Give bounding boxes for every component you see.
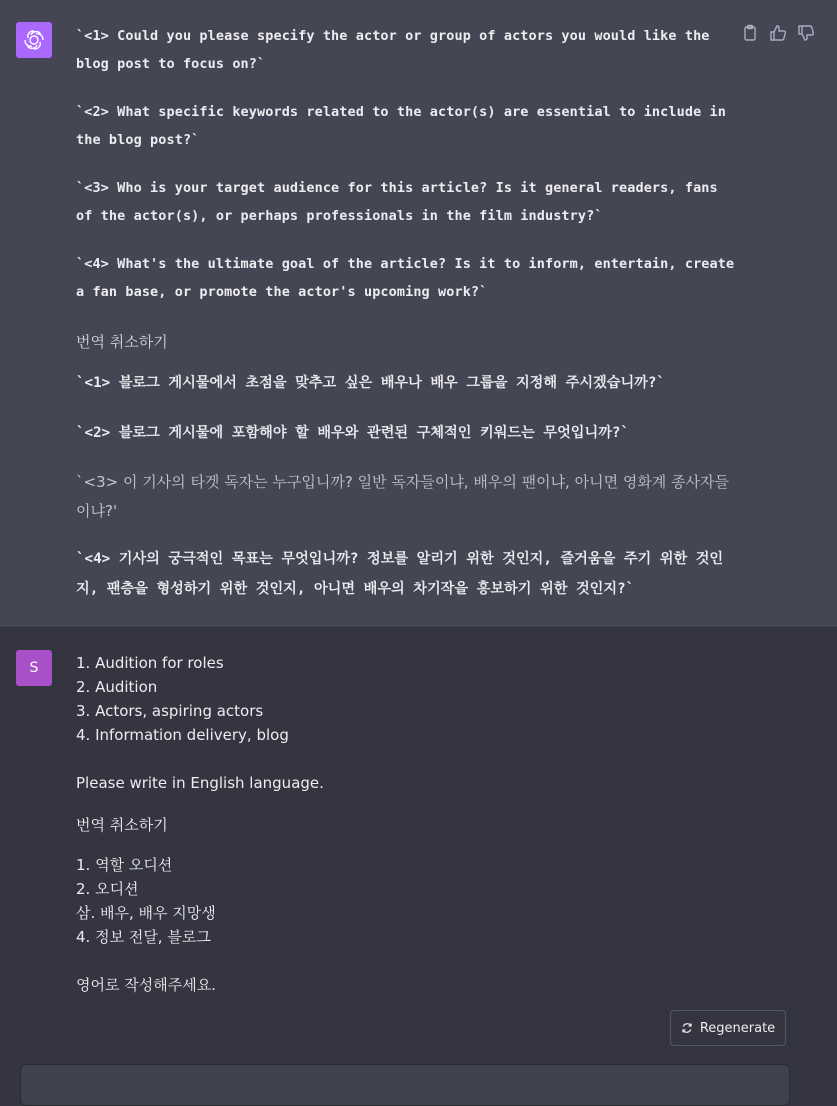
question-3: `<3> Who is your target audience for this article? Is it general readers, fans of the actor(s), or perhaps professionals in the film industry?` <box>76 180 718 224</box>
ko-answer-4: 4. 정보 전달, 블로그 <box>76 928 211 946</box>
question-1: `<1> Could you please specify the actor or group of actors you would like the blog post to focus on?` <box>76 28 710 72</box>
ko-question-2: `<2> 블로그 게시물에 포함해야 할 배우와 관련된 구체적인 키워드는 무엇입니까?` <box>76 425 629 441</box>
answer-4: 4. Information delivery, blog <box>76 726 289 744</box>
refresh-icon <box>681 1022 693 1034</box>
openai-logo-icon <box>16 22 52 58</box>
answer-3: 3. Actors, aspiring actors <box>76 702 264 720</box>
translate-toggle[interactable]: 번역 취소하기 <box>76 333 168 351</box>
thumbs-up-icon[interactable] <box>769 24 787 42</box>
translate-toggle[interactable]: 번역 취소하기 <box>76 816 168 834</box>
ko-question-4: `<4> 기사의 궁극적인 목표는 무엇입니까? 정보를 알리기 위한 것인지, 즐거움을 주기 위한 것인지, 팬층을 형성하기 위한 것인지, 아니면 배우의 차기작을 홍보하기 위한 것인지?` <box>76 551 724 597</box>
ko-answer-1: 1. 역할 오디션 <box>76 856 173 874</box>
avatar: S <box>16 650 52 686</box>
answer-1: 1. Audition for roles <box>76 654 224 672</box>
copy-icon[interactable] <box>741 24 759 42</box>
ko-question-3: `<3> 이 기사의 타겟 독자는 누구입니까? 일반 독자들이냐, 배우의 팬이냐, 아니면 영화계 종사자들이냐?' <box>76 473 730 520</box>
question-4: `<4> What's the ultimate goal of the article? Is it to inform, entertain, create a fan base, or promote the actor's upcoming work?` <box>76 256 735 300</box>
user-message <box>0 628 837 1058</box>
thumbs-down-icon[interactable] <box>797 24 815 42</box>
answer-2: 2. Audition <box>76 678 158 696</box>
regenerate-button[interactable] <box>670 1010 786 1046</box>
language-note: Please write in English language. <box>76 774 324 792</box>
regenerate-label: Regenerate <box>699 1020 776 1036</box>
ko-language-note: 영어로 작성해주세요. <box>76 976 216 994</box>
ko-answer-2: 2. 오디션 <box>76 880 139 898</box>
question-2: `<2> What specific keywords related to the actor(s) are essential to include in the blog post?` <box>76 104 726 148</box>
message-input[interactable] <box>20 1064 790 1106</box>
ko-question-1: `<1> 블로그 게시물에서 초점을 맞추고 싶은 배우나 배우 그룹을 지정해 주시겠습니까?` <box>76 375 665 391</box>
ko-answer-3: 삼. 배우, 배우 지망생 <box>76 904 216 922</box>
